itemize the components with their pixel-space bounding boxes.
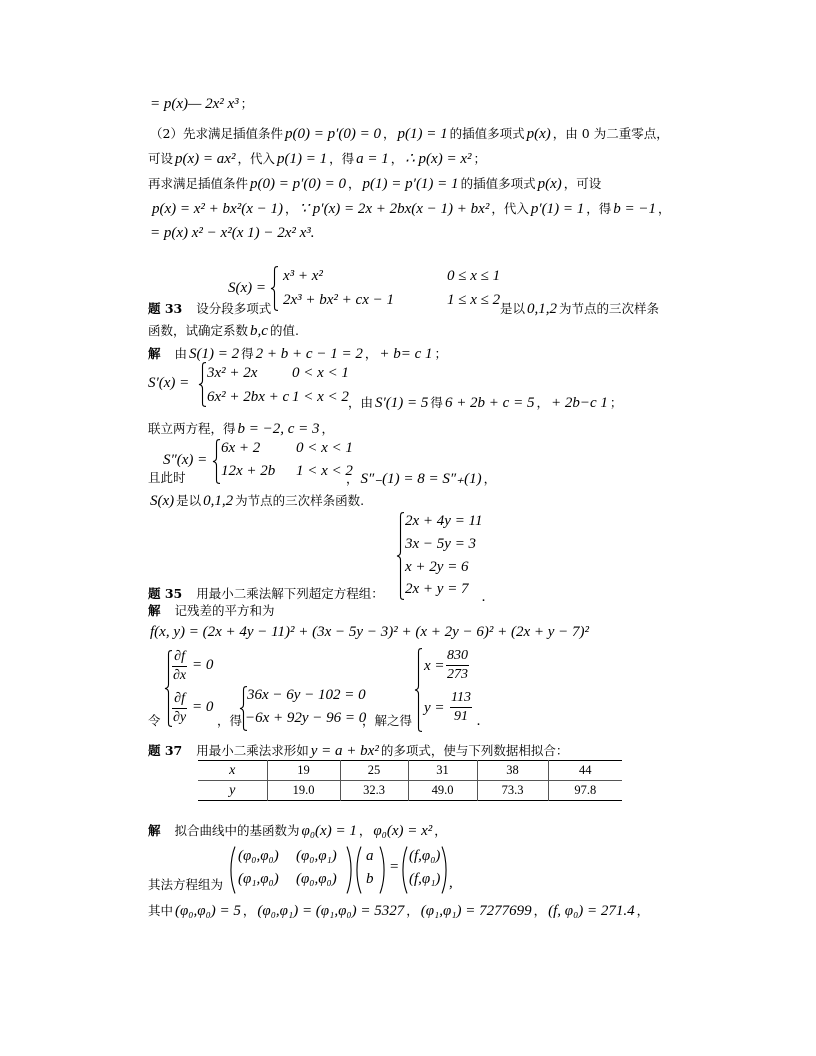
text-run: ； (434, 346, 448, 361)
left-brace (198, 362, 207, 407)
solution-33-conclusion (148, 490, 364, 510)
table-cell: 73.3 (477, 781, 548, 801)
solution-35-line-1 (148, 600, 275, 620)
fraction-denominator: 273 (447, 667, 468, 682)
math-expression: p(0) = p′(0) = 0 (250, 176, 347, 192)
fraction-numerator: 113 (451, 690, 471, 705)
math-expression: S′(1) = 5 (375, 395, 429, 411)
solution-text: 记残差的平方和为 (174, 603, 275, 618)
d2-row2-cond: 1 < x < 2 (296, 463, 353, 479)
linear-equation-1: 36x − 6y − 102 = 0 (247, 687, 366, 703)
math-expression: a = 1 (356, 151, 389, 167)
paren-path (403, 847, 407, 894)
solution-37-line-3 (148, 900, 649, 920)
text-run: ， (483, 471, 497, 486)
solution-33-line-3 (148, 418, 334, 438)
fraction-numerator: ∂f (174, 649, 185, 664)
math-expression: p(1) = p′(1) = 1 (362, 176, 459, 192)
first-derivative-name: S′(x) = (148, 375, 190, 391)
spline-row2-cond: 1 ≤ x ≤ 2 (447, 292, 501, 308)
problem-text: 用最小二乘法解下列超定方程组： (196, 586, 384, 601)
table-cell: 44 (548, 761, 622, 781)
text-run: ， (636, 903, 650, 918)
text-run: ， (434, 823, 447, 838)
problem-label: 题 37 (148, 743, 183, 758)
solution-label: 解 (148, 346, 161, 361)
d1-row2-expr: 6x² + 2bx + c (207, 389, 290, 405)
paren-path (347, 847, 351, 894)
text-run: 的多项式，使与下列数据相拟合： (380, 743, 569, 758)
text-run: ，代入 (237, 151, 275, 166)
left-brace (212, 439, 221, 484)
d2-row1-expr: 6x + 2 (221, 440, 261, 456)
let-text: 令 (148, 713, 161, 728)
text-run: ，得 (329, 151, 355, 166)
math-expression: b = −2, c = 3 (237, 421, 320, 437)
row-header: x (229, 762, 236, 778)
math-expression: = p(x) x² − x²(x 1) − 2x² x³. (150, 225, 315, 241)
matrix-entry: (φ₁,φ₀) (238, 871, 279, 887)
solution-y-lhs: y = (424, 700, 445, 716)
residual-function: f(x, y) = (2x + 4y − 11)² + (3x − 5y − 3)² + (x + 2y − 6)² + (2x + y − 7)² (150, 624, 590, 640)
problem-33-heading (148, 298, 271, 318)
get-text: ，得 (217, 713, 243, 728)
math-expression: y = a + bx² (310, 743, 379, 759)
problem-33-line-2 (148, 320, 299, 340)
text-run: ， (364, 346, 378, 361)
table-cell: 38 (477, 761, 548, 781)
brace-path (397, 513, 404, 600)
system-equation-4: 2x + y = 7 (405, 581, 469, 597)
table-cell: 19.0 (267, 781, 340, 801)
rhs-entry: (f,φ₁) (409, 871, 441, 887)
partial-fraction-x (172, 648, 187, 685)
math-expression: φ₀(x) = x² (373, 823, 433, 839)
math-expression: 0,1,2 (527, 301, 558, 317)
solution-period: . (477, 713, 481, 729)
text-run: ， (346, 471, 359, 486)
brace-path (415, 649, 422, 732)
text-run: ，得 (586, 201, 612, 216)
interp-line-1 (148, 93, 253, 113)
left-paren (229, 846, 236, 894)
table-cell: 25 (340, 761, 408, 781)
row-header: y (198, 781, 267, 801)
solution-runs (175, 343, 448, 362)
text-run: 拟合曲线中的基函数为 (174, 823, 300, 838)
table-cell: 97.8 (548, 781, 622, 801)
text-run: ， (390, 151, 404, 166)
right-paren (346, 846, 353, 894)
fraction-denominator: ∂x (173, 668, 187, 683)
math-expression: ∵ p′(x) = 2x + 2bx(x − 1) + bx² (299, 201, 490, 217)
math-expression: φ₀(x) = 1 (301, 823, 357, 839)
paren-path (442, 847, 446, 894)
problem-33-tail (500, 298, 659, 318)
table-cell: 31 (408, 761, 477, 781)
text-run: 是以 (176, 493, 202, 508)
math-expression: S(x) (150, 493, 175, 509)
problem-runs (196, 740, 568, 759)
text-run: 其中 (148, 903, 174, 918)
text-run: ， (284, 201, 298, 216)
text-run: 的值. (269, 323, 299, 338)
text-run: ； (473, 151, 486, 166)
table-row (198, 761, 622, 781)
table-cell: 19 (267, 761, 340, 781)
trailing-comma: , (449, 875, 453, 891)
text-run: 的插值多项式 (449, 126, 525, 141)
left-paren (355, 846, 362, 894)
solution-33-line-1 (148, 343, 447, 363)
text-run: ，代入 (491, 201, 529, 216)
math-expression: p(x) = x² + bx²(x − 1) (152, 201, 283, 217)
left-brace (414, 648, 423, 732)
unknown-a: a (366, 848, 374, 864)
text-run: ， (358, 823, 372, 838)
text-run: 为节点的三次样条函数. (235, 493, 365, 508)
text-run: ， (533, 903, 547, 918)
system-equation-2: 3x − 5y = 3 (405, 536, 477, 552)
spline-row1-cond: 0 ≤ x ≤ 1 (447, 268, 501, 284)
table-row (198, 781, 622, 801)
math-expression: 6 + 2b + c = 5 (444, 395, 535, 411)
normal-equation-lead: 其法方程组为 (148, 877, 224, 892)
table-cell: 32.3 (340, 781, 408, 801)
math-expression: (φ₀,φ₀) = 5 (175, 903, 241, 919)
math-expression: + 2b−c 1 (550, 395, 608, 411)
text-run: ， (348, 176, 361, 191)
spline-row2-expr: 2x³ + bx² + cx − 1 (283, 292, 394, 308)
solution-runs (175, 820, 447, 839)
table-cell: 49.0 (408, 781, 477, 801)
text-run: 的插值多项式 (460, 176, 536, 191)
interp-line-4 (148, 173, 601, 193)
text-run: 是以 (500, 301, 526, 316)
fraction-denominator: ∂y (173, 710, 187, 725)
fraction-numerator: ∂f (174, 691, 185, 706)
partial-rhs: = 0 (192, 699, 214, 715)
brace-path (165, 651, 172, 727)
problem-label: 题 33 (148, 301, 183, 316)
text-run: ， (242, 903, 256, 918)
text-run: ， (658, 201, 671, 216)
brace-path (213, 440, 220, 484)
text-run: ， (321, 421, 335, 436)
paren-path (380, 847, 384, 894)
text-run: ，由 0 为二重零点， (552, 126, 669, 141)
solution-label: 解 (148, 603, 161, 618)
interp-line-2 (150, 123, 669, 143)
d1-row2-cond: 1 < x < 2 (292, 389, 349, 405)
system-equation-1: 2x + 4y = 11 (405, 513, 483, 529)
matrix-entry: (φ₀,φ₀) (238, 848, 279, 864)
math-expression: p(x) (537, 176, 562, 192)
unknown-b: b (366, 871, 374, 887)
left-brace (270, 266, 279, 311)
right-paren (379, 846, 386, 894)
math-expression: = p(x)— 2x² x³ (150, 96, 239, 112)
math-expression: p′(1) = 1 (530, 201, 585, 217)
text-run: ，由 (348, 395, 374, 410)
spline-func-name: S(x) = (228, 280, 267, 296)
text-run: 由 (174, 346, 188, 361)
d2-row2-expr: 12x + 2b (221, 463, 276, 479)
interp-line-5 (150, 198, 671, 218)
interp-line-3 (148, 148, 486, 168)
interp-line-6 (148, 222, 317, 242)
paren-path (231, 847, 235, 894)
solution-y-fraction (450, 689, 472, 726)
partial-rhs: = 0 (192, 657, 214, 673)
d2-row1-cond: 0 < x < 1 (296, 440, 353, 456)
d1-row1-expr: 3x² + 2x (207, 365, 258, 381)
solution-37-line-1 (148, 820, 447, 840)
data-table (198, 760, 622, 801)
text-run: 用最小二乘法求形如 (196, 743, 309, 758)
partial-fraction-y (172, 690, 187, 727)
math-expression: p(0) = p′(0) = 0 (284, 126, 381, 142)
math-expression: S(1) = 2 (189, 346, 240, 362)
text-run: ， (536, 395, 549, 410)
left-paren (401, 846, 408, 894)
brace-path (271, 267, 278, 311)
text-run: ； (609, 395, 623, 410)
problem-label: 题 35 (148, 586, 183, 601)
math-expression: p(x) = ax² (175, 151, 236, 167)
d1-tail (348, 392, 622, 412)
rhs-entry: (f,φ₀) (409, 848, 441, 864)
fraction-numerator: 830 (447, 648, 468, 663)
matrix-entry: (φ₀,φ₀) (296, 871, 337, 887)
math-expression: 0,1,2 (203, 493, 234, 509)
text-run: 得 (241, 346, 254, 361)
d2-tail (346, 468, 496, 488)
text-run: 再求满足插值条件 (148, 176, 249, 191)
math-expression: p(1) = 1 (397, 126, 448, 142)
paren-path (357, 847, 361, 894)
second-derivative-name: S″(x) = (163, 452, 208, 468)
solve-text: ，解之得 (362, 713, 413, 728)
math-expression: p(x) (526, 126, 551, 142)
math-expression: (f, φ₀) = 271.4 (548, 903, 635, 919)
d1-row1-cond: 0 < x < 1 (292, 365, 349, 381)
math-expression: ∴ p(x) = x² (405, 151, 472, 167)
d2-lead-text: 且此时 (148, 470, 186, 485)
text-run: 为节点的三次样条 (559, 301, 660, 316)
solution-x-lhs: x = (424, 658, 445, 674)
problem-37-heading (148, 740, 568, 760)
math-expression: 2 + b + c − 1 = 2 (255, 346, 363, 362)
system-period: . (482, 589, 486, 605)
text-run: ， (406, 903, 419, 918)
math-expression: b,c (250, 323, 268, 339)
text-run: ； (240, 96, 254, 111)
math-expression: b = −1 (613, 201, 657, 217)
text-run: （2）先求满足插值条件 (150, 126, 283, 141)
text-run: ，可设 (563, 176, 602, 191)
math-expression: + b= c 1 (379, 346, 433, 362)
solution-x-fraction (446, 647, 469, 684)
matrix-entry: (φ₀,φ₁) (296, 848, 337, 864)
text-run: ， (382, 126, 396, 141)
text-run: 可设 (148, 151, 174, 166)
brace-path (199, 363, 206, 407)
solution-label: 解 (148, 823, 161, 838)
text-run: 得 (430, 395, 443, 410)
math-expression: (φ₁,φ₁) = 7277699 (420, 903, 532, 919)
text-run: 联立两方程，得 (148, 421, 236, 436)
right-paren (441, 846, 448, 894)
math-expression: S″₋(1) = 8 = S″₊(1) (360, 471, 482, 487)
spline-row1-expr: x³ + x² (283, 268, 323, 284)
equals-sign: = (390, 859, 399, 875)
fraction-denominator: 91 (450, 707, 472, 726)
left-brace (396, 512, 405, 600)
math-expression: p(1) = 1 (276, 151, 328, 167)
system-equation-3: x + 2y = 6 (405, 559, 469, 575)
math-expression: (φ₀,φ₁) = (φ₁,φ₀) = 5327 (257, 903, 405, 919)
linear-equation-2: −6x + 92y − 96 = 0 (245, 710, 367, 726)
problem-text: 设分段多项式 (196, 301, 272, 316)
text-run: 函数，试确定系数 (148, 323, 249, 338)
